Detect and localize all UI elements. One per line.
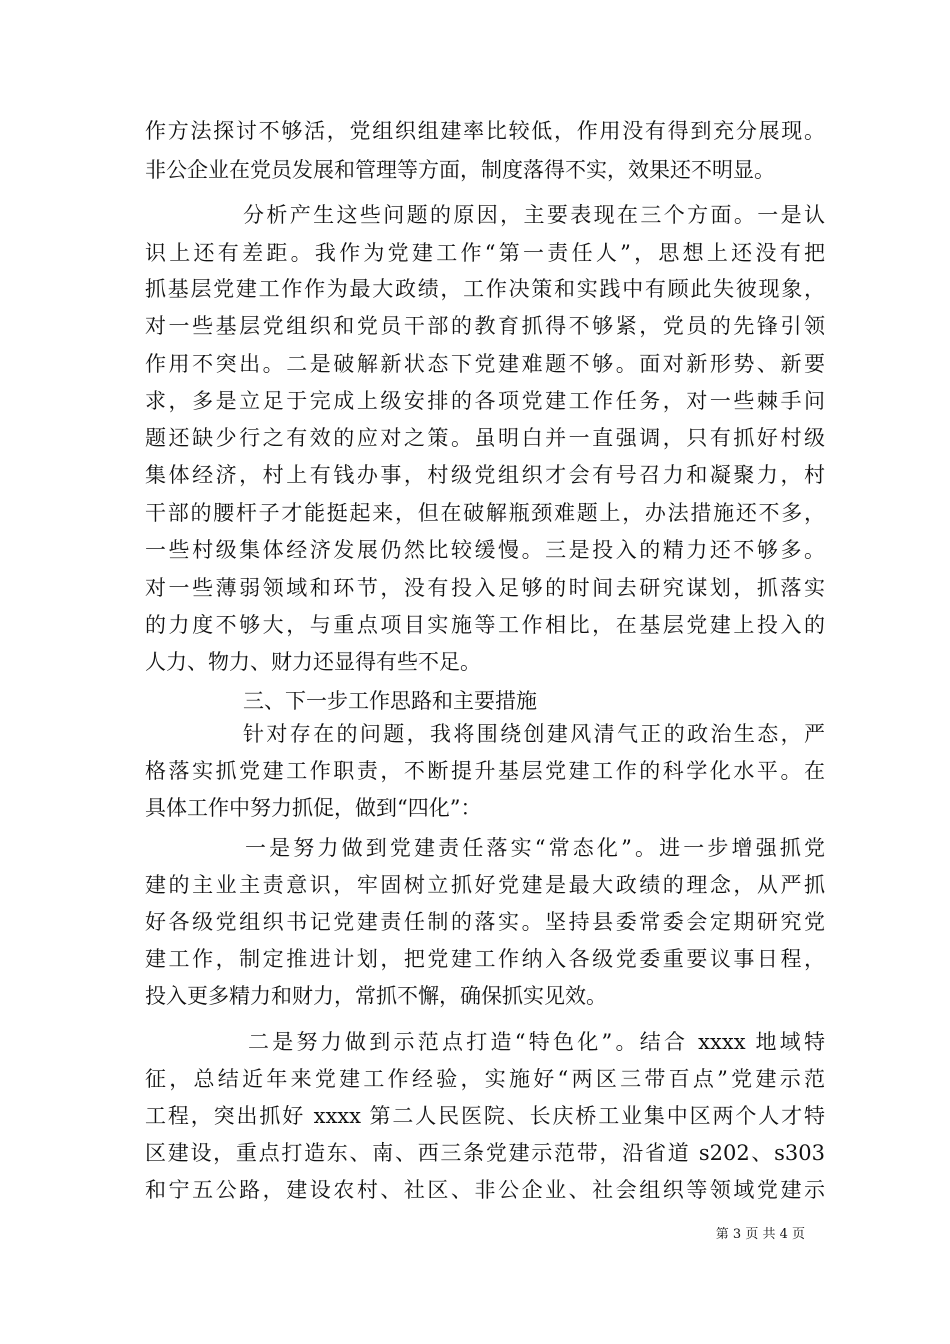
body-text-line: 好各级党组织书记党建责任制的落实。坚持县委常委会定期研究党 bbox=[145, 910, 825, 934]
body-text-line: 工程，突出抓好 xxxx 第二人民医院、长庆桥工业集中区两个人才特 bbox=[145, 1104, 825, 1128]
body-text-line: 作方法探讨不够活，党组织组建率比较低，作用没有得到充分展现。 bbox=[145, 119, 825, 143]
body-text-line: 人力、物力、财力还显得有些不足。 bbox=[145, 650, 481, 674]
body-text-line: 的力度不够大，与重点项目实施等工作相比，在基层党建上投入的 bbox=[145, 613, 825, 637]
body-text-line: 建的主业主责意识，牢固树立抓好党建是最大政绩的理念，从严抓 bbox=[145, 873, 825, 897]
body-text-line: 集体经济，村上有钱办事，村级党组织才会有号召力和凝聚力，村 bbox=[145, 463, 825, 487]
body-text-line: 格落实抓党建工作职责，不断提升基层党建工作的科学化水平。在 bbox=[145, 759, 825, 783]
paragraph-first-line: 二是努力做到示范点打造“特色化”。结合 xxxx 地域特 bbox=[248, 1030, 825, 1054]
body-text-line: 作用不突出。二是破解新状态下党建难题不够。面对新形势、新要 bbox=[145, 352, 825, 376]
paragraph-first-line: 针对存在的问题，我将围绕创建风清气正的政治生态，严 bbox=[243, 722, 825, 746]
body-text-line: 干部的腰杆子才能挺起来，但在破解瓶颈难题上，办法措施还不多， bbox=[145, 501, 825, 525]
body-text-line: 对一些薄弱领域和环节，没有投入足够的时间去研究谋划，抓落实 bbox=[145, 576, 825, 600]
body-text-line: 题还缺少行之有效的应对之策。虽明白并一直强调，只有抓好村级 bbox=[145, 426, 825, 450]
body-text-line: 对一些基层党组织和党员干部的教育抓得不够紧，党员的先锋引领 bbox=[145, 314, 825, 338]
body-text-line: 和宁五公路，建设农村、社区、非公企业、社会组织等领域党建示 bbox=[145, 1178, 825, 1202]
body-text-line: 区建设，重点打造东、南、西三条党建示范带，沿省道 s202、s303 bbox=[145, 1141, 825, 1165]
body-text-line: 非公企业在党员发展和管理等方面，制度落得不实，效果还不明显。 bbox=[145, 158, 775, 182]
body-text-line: 求，多是立足于完成上级安排的各项党建工作任务，对一些棘手问 bbox=[145, 389, 825, 413]
body-text-line: 投入更多精力和财力，常抓不懈，确保抓实见效。 bbox=[145, 984, 607, 1008]
body-text-line: 建工作，制定推进计划，把党建工作纳入各级党委重要议事日程， bbox=[145, 947, 825, 971]
body-text-line: 识上还有差距。我作为党建工作“第一责任人”，思想上还没有把 bbox=[145, 241, 825, 265]
body-text-line: 抓基层党建工作作为最大政绩，工作决策和实践中有顾此失彼现象， bbox=[145, 277, 825, 301]
page-number-footer: 第 3 页 共 4 页 bbox=[715, 1227, 805, 1242]
body-text-line: 一些村级集体经济发展仍然比较缓慢。三是投入的精力还不够多。 bbox=[145, 538, 825, 562]
body-text-line: 具体工作中努力抓促，做到“四化”： bbox=[145, 796, 482, 820]
paragraph-first-line: 一是努力做到党建责任落实“常态化”。进一步增强抓党 bbox=[245, 836, 825, 860]
section-heading: 三、下一步工作思路和主要措施 bbox=[243, 689, 537, 713]
body-text-line: 征，总结近年来党建工作经验，实施好“两区三带百点”党建示范 bbox=[145, 1067, 825, 1091]
paragraph-first-line: 分析产生这些问题的原因，主要表现在三个方面。一是认 bbox=[243, 203, 825, 227]
